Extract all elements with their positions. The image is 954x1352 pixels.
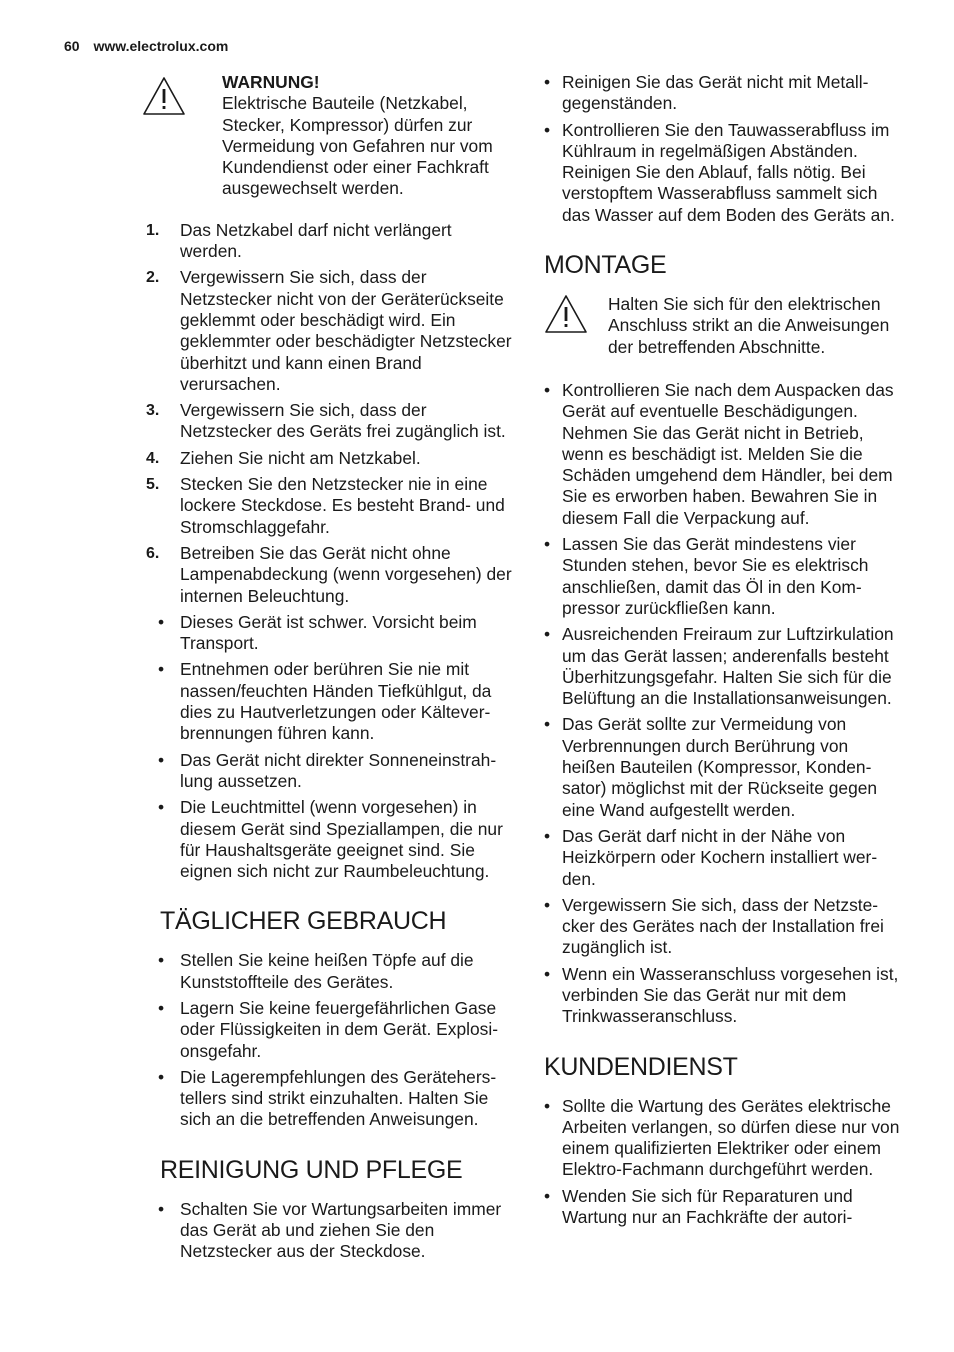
list-item: 6. Betreiben Sie das Gerät nicht ohne Lampenabdeckung (wenn vorgesehen) der internen Beleuchtung.	[146, 542, 512, 606]
list-item: • Wenden Sie sich für Reparaturen und Wartung nur an Fachkräfte der autori-	[562, 1186, 900, 1229]
list-item: • Kontrollieren Sie den Tauwasserabfluss im Kühlraum in regelmäßigen Abständen. Reinigen Sie den Ablauf, falls nötig. Bei verstopftem Wasserabfluss sammelt sich das Wasser auf dem Boden des Geräts an.	[562, 120, 900, 226]
section-title-cleaning: REINIGUNG UND PFLEGE	[160, 1155, 463, 1184]
warning-triangle-icon	[142, 76, 186, 116]
montage-bullets	[540, 380, 900, 1028]
warning-box	[142, 72, 514, 200]
list-item: • Entnehmen oder berühren Sie nie mit nassen/feuchten Händen Tiefkühlgut, da dies zu Hautverletzungen oder Kälteverbrennungen führen kann.	[180, 659, 514, 744]
list-item: • Kontrollieren Sie nach dem Auspacken das Gerät auf eventuelle Beschädigungen. Nehmen Sie das Gerät nicht in Betrieb, wenn es beschädigt ist. Melden Sie die Schäden umgehend dem Händler, bei dem Sie es erworben haben. Bewahren Sie in diesem Fall die Verpackung auf.	[562, 380, 900, 529]
list-item: • Stellen Sie keine heißen Töpfe auf die Kunststoffteile des Gerätes.	[180, 950, 514, 993]
list-item: • Das Gerät darf nicht in der Nähe von Heizkörpern oder Kochern installiert werden.	[562, 826, 900, 890]
list-item: • Ausreichenden Freiraum zur Luftzirkulation um das Gerät lassen; anderenfalls besteht Überhitzungsgefahr. Halten Sie sich für die Belüftung an die Installationsanweisungen.	[562, 624, 900, 709]
section-title-daily-use: TÄGLICHER GEBRAUCH	[160, 907, 447, 936]
list-item: • Dieses Gerät ist schwer. Vorsicht beim Transport.	[180, 612, 514, 655]
right-column	[540, 72, 900, 1233]
list-item: • Das Gerät sollte zur Vermeidung von Verbrennungen durch Berührung von heißen Bauteilen (Kompressor, Kondensator) möglichst mit der Rückseite gegen eine Wand aufgestellt werden.	[562, 714, 900, 820]
list-item: • Das Gerät nicht direkter Sonneneinstrahlung aussetzen.	[180, 750, 514, 793]
list-item: • Reinigen Sie das Gerät nicht mit Metallgegenständen.	[562, 72, 900, 115]
list-item: 2. Vergewissern Sie sich, dass der Netzstecker nicht von der Geräterückseite geklemmt oder beschädigt wird. Ein geklemmter oder beschädigter Netzstecker überhitzt und kann einen Brand verursachen.	[146, 267, 512, 394]
cleaning-continued-bullets	[540, 72, 900, 226]
page-header	[64, 38, 238, 54]
list-item: • Schalten Sie vor Wartungsarbeiten immer das Gerät ab und ziehen Sie den Netzstecker aus der Steckdose.	[180, 1199, 514, 1263]
warning-text: Halten Sie sich für den elektrischen Anschluss strikt an die Anweisungen der betreffenden Abschnitte.	[608, 294, 890, 357]
list-item: • Lagern Sie keine feuergefährlichen Gase oder Flüssigkeiten in dem Gerät. Explosionsgefahr.	[180, 998, 514, 1062]
list-item: • Vergewissern Sie sich, dass der Netzstecker des Gerätes nach der Installation frei zugänglich ist.	[562, 895, 900, 959]
list-item: 1. Das Netzkabel darf nicht verlängert werden.	[146, 219, 452, 262]
cleaning-bullets	[146, 1199, 514, 1263]
steps-list	[146, 220, 514, 607]
list-item: 3. Vergewissern Sie sich, dass der Netzstecker des Geräts frei zugänglich ist.	[146, 400, 506, 442]
list-item: • Lassen Sie das Gerät mindestens vier Stunden stehen, bevor Sie es elektrisch anschließen, damit das Öl in den Kompressor zurückfließen kann.	[562, 534, 900, 619]
warning-title: WARNUNG!	[222, 72, 320, 92]
list-item: 5. Stecken Sie den Netzstecker nie in eine lockere Steckdose. Es besteht Brand- und Stromschlaggefahr.	[146, 474, 505, 537]
section-title-service: KUNDENDIENST	[544, 1052, 738, 1081]
service-bullets	[540, 1096, 900, 1229]
montage-warning-box	[540, 294, 900, 358]
list-item: • Wenn ein Wasseranschluss vorgesehen ist, verbinden Sie das Gerät nur mit dem Trinkwasseranschluss.	[562, 964, 900, 1028]
list-item: 4. Ziehen Sie nicht am Netzkabel.	[146, 447, 421, 468]
section-title-montage: MONTAGE	[544, 251, 667, 280]
list-item: • Sollte die Wartung des Gerätes elektrische Arbeiten verlangen, so dürfen diese nur von einem qualifizierten Elektriker oder einem Elektro-Fachmann durchgeführt werden.	[562, 1096, 900, 1181]
warning-triangle-icon	[544, 294, 588, 334]
daily-use-bullets	[146, 950, 514, 1130]
list-item: • Die Lagerempfehlungen des Geräteherstellers sind strikt einzuhalten. Halten Sie sich an die betreffenden Anweisungen.	[180, 1067, 514, 1131]
safety-bullets	[146, 612, 514, 883]
page-number: 60	[64, 38, 80, 54]
website-url: www.electrolux.com	[93, 38, 229, 54]
warning-text: Elektrische Bauteile (Netzkabel, Stecker, Kompressor) dürfen zur Vermeidung von Gefahren nur vom Kundendienst oder einer Fachkraft ausgewechselt werden.	[222, 93, 493, 199]
left-column	[146, 72, 514, 1268]
list-item: • Die Leuchtmittel (wenn vorgesehen) in diesem Gerät sind Speziallampen, die nur für Haushaltsgeräte geeignet sind. Sie eignen sich nicht zur Raumbeleuchtung.	[180, 797, 514, 882]
